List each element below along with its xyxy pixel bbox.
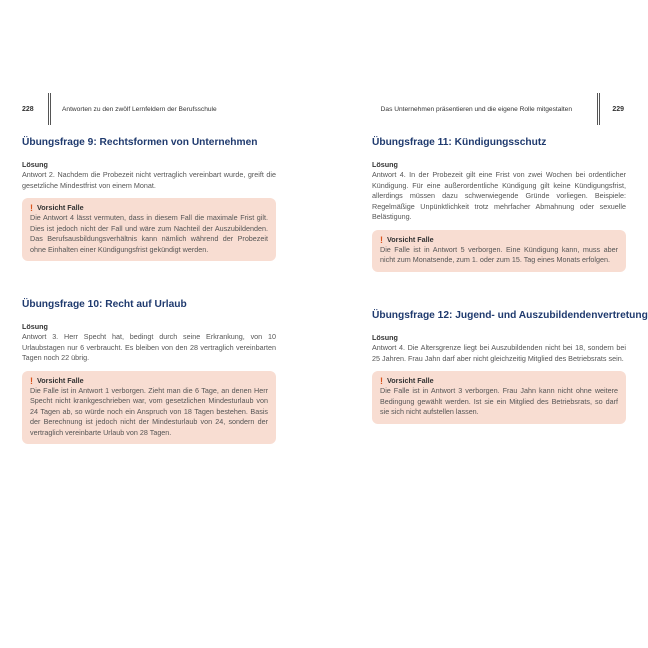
callout-header	[30, 376, 268, 386]
solution-label: Lösung	[22, 160, 48, 169]
answer-text: Antwort 4. In der Probezeit gilt eine Frist von zwei Wochen bei ordentlicher Kündigung. Für eine außerordentliche Kündigung gilt keine Kündigungsfrist, allerdings müssen dazu schwerwiegende Gründe vorliegen. Beispiele: Regelmäßige Unpünktlichkeit trotz mehrfacher Abmahnung oder sexuelle Belästigung.	[372, 170, 626, 222]
solution-label: Lösung	[372, 160, 398, 169]
question-section-9	[22, 137, 276, 261]
answer-text: Antwort 3. Herr Specht hat, bedingt durch seine Erkrankung, von 10 Urlaubstagen nur 6 verbraucht. Es bleiben von den 28 vertraglich vereinbarten Tagen noch 22 übrig.	[22, 332, 276, 363]
question-section-12	[372, 310, 648, 424]
callout-text: Die Antwort 4 lässt vermuten, dass in diesem Fall die maximale Frist gilt. Dies ist jedoch nicht der Fall und wäre zum Nachteil der Auszubildenden. Das Berufsausbildungsverhältnis kann nämlich während der Probezeit ohne Einhalten einer Kündigungsfrist gekündigt werden.	[30, 213, 268, 254]
question-title: Übungsfrage 9: Rechtsformen von Unternehmen	[22, 137, 258, 148]
answer-text: Antwort 4. Die Altersgrenze liegt bei Auszubildenden nicht bei 18, sondern bei 25 Jahren. Frau Jahn darf aber nicht gleichzeitig Mitglied des Betriebsrats sein.	[372, 343, 626, 363]
callout-text: Die Falle ist in Antwort 3 verborgen. Frau Jahn kann nicht ohne weitere Bedingung gewählt werden. Ist sie ein Mitglied des Betriebsrats, so darf sie sich nicht aufstellen lassen.	[380, 386, 618, 417]
header-divider	[48, 93, 51, 125]
callout-title: Vorsicht Falle	[387, 234, 434, 244]
question-title: Übungsfrage 11: Kündigungsschutz	[372, 137, 547, 148]
right-page-header	[324, 106, 624, 120]
warning-callout	[22, 371, 276, 445]
page-number: 229	[612, 106, 624, 113]
right-page	[324, 0, 648, 648]
exclamation-warning-icon: !	[380, 234, 383, 245]
callout-text: Die Falle ist in Antwort 5 verborgen. Eine Kündigung kann, muss aber nicht zum Monatsende, zum 1. oder zum 15. Tag eines Monats erfolgen.	[380, 244, 618, 265]
callout-title: Vorsicht Falle	[387, 376, 434, 386]
solution-label: Lösung	[372, 333, 398, 342]
callout-title: Vorsicht Falle	[37, 203, 84, 213]
answer-text: Antwort 2. Nachdem die Probezeit nicht vertraglich vereinbart wurde, greift die gesetzliche Mindestfrist von einem Monat.	[22, 170, 276, 190]
header-divider	[597, 93, 600, 125]
exclamation-warning-icon: !	[30, 203, 33, 214]
warning-callout	[372, 371, 626, 424]
question-title: Übungsfrage 10: Recht auf Urlaub	[22, 299, 187, 310]
running-title: Das Unternehmen präsentieren und die eigene Rolle mitgestalten	[380, 106, 572, 113]
callout-title: Vorsicht Falle	[37, 375, 84, 385]
exclamation-warning-icon: !	[30, 375, 33, 386]
page-number: 228	[22, 106, 34, 113]
solution-label: Lösung	[22, 322, 48, 331]
callout-text: Die Falle ist in Antwort 1 verborgen. Zieht man die 6 Tage, an denen Herr Specht nicht krankgeschrieben war, vom gesetzlichen Mindesturlaub von 24 Tagen ab, so würde noch ein Anspruch von 18 Tagen bestehen. Basis der Berechnung ist jedoch nicht der Mindesturlaub von 24, sondern der vertraglich vereinbarte Urlaub von 28 Tagen.	[30, 385, 268, 437]
exclamation-warning-icon: !	[380, 376, 383, 387]
question-section-10	[22, 299, 276, 444]
running-title: Antworten zu den zwölf Lernfeldern der Berufsschule	[62, 106, 217, 113]
callout-header	[380, 235, 618, 245]
callout-header	[380, 376, 618, 386]
callout-header	[30, 203, 268, 213]
left-page-header	[0, 106, 324, 120]
question-section-11	[372, 137, 626, 272]
warning-callout	[372, 230, 626, 272]
warning-callout	[22, 198, 276, 261]
question-title: Übungsfrage 12: Jugend- und Auszubildendenvertretung	[372, 310, 648, 321]
